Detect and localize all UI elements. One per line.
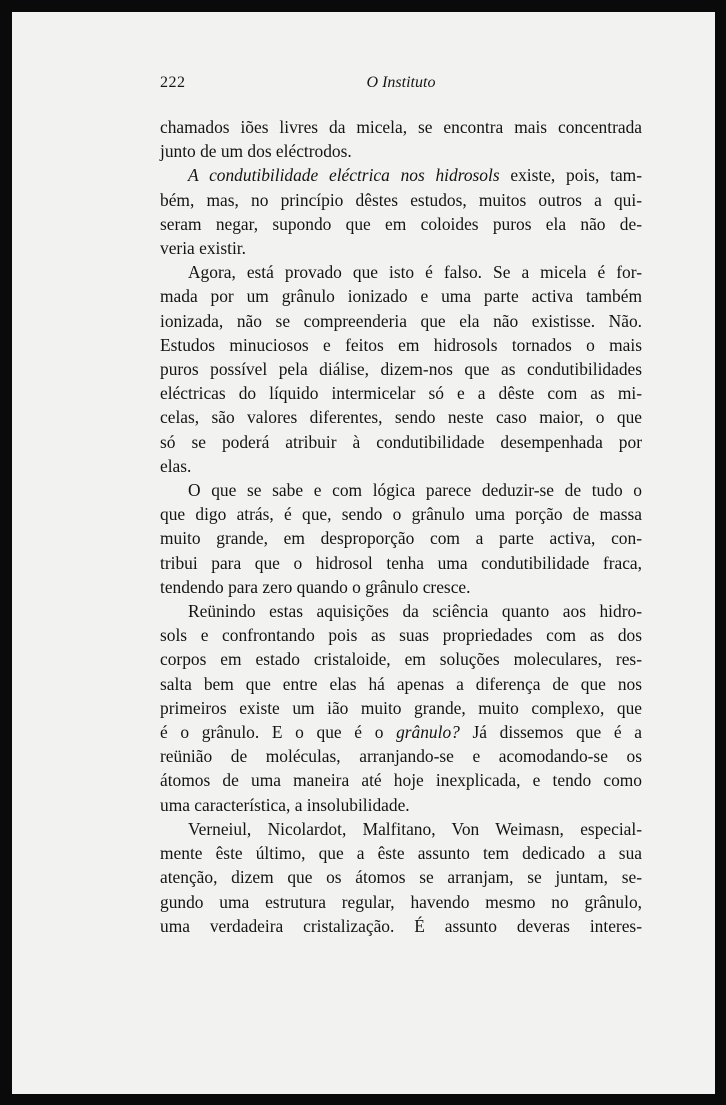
text-line: muito grande, em desproporção com a parte activa, con- xyxy=(160,528,642,549)
book-page xyxy=(12,12,715,1094)
italic-phrase: grânulo? xyxy=(396,722,460,743)
page-header xyxy=(160,74,642,98)
text-fragment: é o grânulo. E o que é o xyxy=(160,722,384,743)
text-line: elas. xyxy=(160,455,192,476)
text-line: sols e confrontando pois as suas propriedades com as dos xyxy=(160,625,642,646)
paragraph xyxy=(160,478,642,599)
text-line: celas, são valores diferentes, sendo neste caso maior, o que xyxy=(160,407,642,428)
text-line: ionizada, não se compreenderia que ela não existisse. Não. xyxy=(160,310,642,331)
running-title: O Instituto xyxy=(366,74,436,91)
text-line: gundo uma estrutura regular, havendo mesmo no grânulo, xyxy=(160,891,642,912)
italic-phrase: A condutibilidade eléctrica nos hidrosols xyxy=(188,165,500,186)
paragraph xyxy=(160,599,642,817)
paragraph xyxy=(160,115,642,163)
text-fragment: existe, pois, tam- xyxy=(499,165,643,186)
text-line: que digo atrás, é que, sendo o grânulo uma porção de massa xyxy=(160,504,642,525)
text-line: primeiros existe um ião muito grande, muito complexo, que xyxy=(160,697,642,718)
text-line: corpos em estado cristaloide, em soluções moleculares, res- xyxy=(160,649,642,670)
text-line: Agora, está provado que isto é falso. Se a micela é for- xyxy=(188,262,642,283)
text-fragment: Já dissemos que é a xyxy=(459,722,642,743)
text-line: tribui para que o hidrosol tenha uma condutibilidade fraca, xyxy=(160,552,642,573)
text-line: reünião de moléculas, arranjando-se e acomodando-se os xyxy=(160,746,642,767)
text-line: eléctricas do líquido intermicelar só e a dêste com as mi- xyxy=(160,383,642,404)
text-line: chamados iões livres da micela, se encontra mais concentrada xyxy=(160,117,642,137)
text-line: mada por um grânulo ionizado e uma parte activa também xyxy=(160,286,642,307)
text-line: veria existir. xyxy=(160,238,246,259)
paragraph xyxy=(160,163,642,260)
text-line: puros possível pela diálise, dizem-nos que as condutibilidades xyxy=(160,359,642,380)
text-line xyxy=(160,720,642,744)
text-line: seram negar, supondo que em coloides puros ela não de- xyxy=(160,213,642,234)
text-line: átomos de uma maneira até hoje inexplicada, e tendo como xyxy=(160,770,642,791)
text-line: Estudos minuciosos e feitos em hidrosols tornados o mais xyxy=(160,334,642,355)
text-line: uma característica, a insolubilidade. xyxy=(160,794,410,815)
text-line: tendendo para zero quando o grânulo cresce. xyxy=(160,576,471,597)
text-line: mente êste último, que a êste assunto tem dedicado a sua xyxy=(160,843,642,864)
text-line xyxy=(160,163,642,187)
text-line: só se poderá atribuir à condutibilidade desempenhada por xyxy=(160,431,642,452)
body-text xyxy=(160,115,642,938)
text-line: bém, mas, no princípio dêstes estudos, muitos outros a qui- xyxy=(160,189,642,210)
text-line: uma verdadeira cristalização. É assunto deveras interes- xyxy=(160,915,642,936)
text-line: Reünindo estas aquisições da sciência quanto aos hidro- xyxy=(188,601,642,622)
text-line: O que se sabe e com lógica parece deduzir-se de tudo o xyxy=(188,480,642,501)
text-line: Verneiul, Nicolardot, Malfitano, Von Weimasn, especial- xyxy=(188,818,642,839)
paragraph xyxy=(160,260,642,478)
text-line: atenção, dizem que os átomos se arranjam, se juntam, se- xyxy=(160,867,642,888)
page-number: 222 xyxy=(160,74,186,91)
text-line: salta bem que entre elas há apenas a diferença de que nos xyxy=(160,673,642,694)
paragraph xyxy=(160,817,642,938)
text-line: junto de um dos eléctrodos. xyxy=(160,141,352,162)
